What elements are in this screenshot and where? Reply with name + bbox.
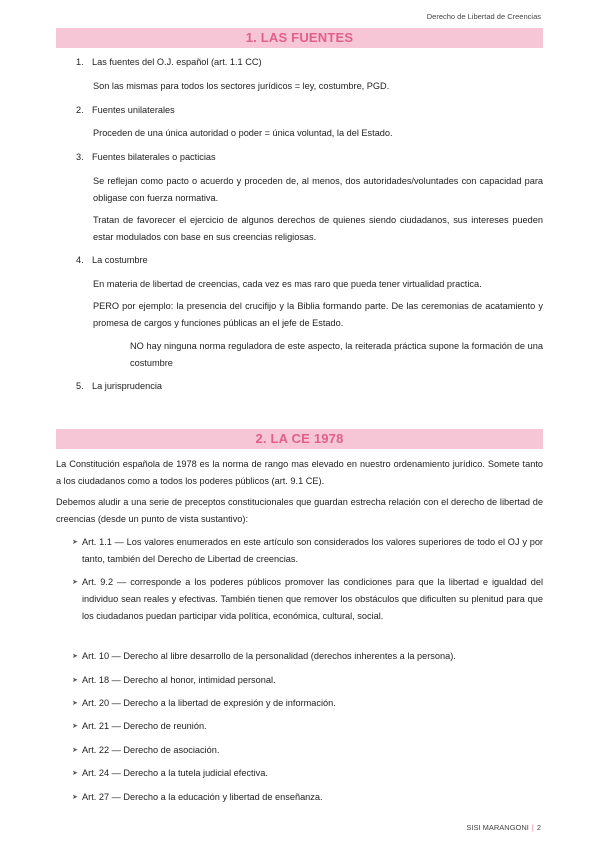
arrow-bullet-icon: ➤: [72, 723, 78, 730]
item-label: Fuentes bilaterales o pacticias: [92, 152, 216, 162]
bullet-text: Art. 22 — Derecho de asociación.: [82, 745, 220, 755]
item-number: 5.: [76, 381, 84, 391]
arrow-bullet-icon: ➤: [72, 700, 78, 707]
item-label: Fuentes unilaterales: [92, 105, 175, 115]
page-number: 2: [536, 823, 541, 832]
note-paragraph: NO hay ninguna norma reguladora de este aspecto, la reiterada práctica supone la formación de una costumbre: [130, 341, 543, 368]
item-number: 4.: [76, 255, 84, 265]
list-item: [76, 149, 216, 166]
bullet-item-art-18: [72, 672, 543, 689]
section-title: 2. LA CE 1978: [255, 431, 344, 446]
item-label: La jurisprudencia: [92, 381, 162, 391]
bullet-text: Art. 21 — Derecho de reunión.: [82, 721, 207, 731]
item-label: La costumbre: [92, 255, 148, 265]
paragraph: Se reflejan como pacto o acuerdo y proceden de, al menos, dos autoridades/voluntades con capacidad para obligase con fuerza normativa.: [93, 176, 543, 203]
arrow-bullet-icon: ➤: [72, 794, 78, 801]
paragraph: Proceden de una única autoridad o poder = única voluntad, la del Estado.: [93, 128, 393, 138]
intro-paragraph: Debemos aludir a una serie de preceptos constitucionales que guardan estrecha relación con el derecho de libertad de creencias (desde un punto de vista sustantivo):: [56, 497, 543, 524]
bullet-text: Art. 10 — Derecho al libre desarrollo de la personalidad (derechos inherentes a la persona).: [82, 651, 456, 661]
arrow-bullet-icon: ➤: [72, 677, 78, 684]
bullet-text: Art. 27 — Derecho a la educación y libertad de enseñanza.: [82, 792, 323, 802]
arrow-bullet-icon: ➤: [72, 539, 78, 546]
list-item: [76, 54, 262, 71]
list-item: [76, 102, 175, 119]
paragraph: En materia de libertad de creencias, cada vez es mas raro que pueda tener virtualidad practica.: [93, 279, 482, 289]
bullet-item-art-1-1: [72, 534, 543, 568]
arrow-bullet-icon: ➤: [72, 747, 78, 754]
bullet-text: Art. 18 — Derecho al honor, intimidad personal.: [82, 675, 276, 685]
bullet-text: Art. 1.1 — Los valores enumerados en este artículo son considerados los valores superiores de todo el OJ y por tanto, también del Derecho de Libertad de creencias.: [82, 537, 543, 564]
bullet-text: Art. 24 — Derecho a la tutela judicial efectiva.: [82, 768, 268, 778]
paragraph: Tratan de favorecer el ejercicio de algunos derechos de quienes siendo ciudadanos, sus intereses pueden estar modulados con base en sus creencias religiosas.: [93, 215, 543, 242]
bullet-item-art-21: [72, 718, 543, 735]
paragraph: Son las mismas para todos los sectores jurídicos = ley, costumbre, PGD.: [93, 81, 390, 91]
arrow-bullet-icon: ➤: [72, 653, 78, 660]
bullet-item-art-27: [72, 789, 543, 806]
list-item: [76, 252, 148, 269]
item-number: 3.: [76, 152, 84, 162]
footer-author: SISI MARANGONI: [466, 823, 529, 832]
arrow-bullet-icon: ➤: [72, 579, 78, 586]
item-number: 1.: [76, 57, 84, 67]
bullet-item-art-22: [72, 742, 543, 759]
bullet-text: Art. 20 — Derecho a la libertad de expresión y de información.: [82, 698, 336, 708]
footer-separator: |: [531, 823, 534, 832]
item-number: 2.: [76, 105, 84, 115]
bullet-text: Art. 9.2 — corresponde a los poderes públicos promover las condiciones para que la libertad e igualdad del individuo sean reales y efectivas. También tienen que remover los obstáculos que dificulten su plenitud para que los ciudadanos puedan participar vida política, económica, cultural, social.: [82, 577, 543, 621]
paragraph: PERO por ejemplo: la presencia del crucifijo y la Biblia formando parte. De las ceremonias de acatamiento y promesa de cargos y funciones públicas an el jefe de Estado.: [93, 301, 543, 328]
bullet-item-art-10: [72, 648, 543, 665]
section-heading-fuentes: [56, 28, 543, 48]
bullet-item-art-24: [72, 765, 543, 782]
bullet-item-art-20: [72, 695, 543, 712]
bullet-item-art-9-2: [72, 574, 543, 625]
section-title: 1. LAS FUENTES: [245, 30, 354, 45]
arrow-bullet-icon: ➤: [72, 770, 78, 777]
intro-paragraph: La Constitución española de 1978 es la norma de rango mas elevado en nuestro ordenamiento jurídico. Somete tanto a los ciudadanos como a todos los poderes públicos (art. 9.1 CE).: [56, 459, 543, 486]
item-label: Las fuentes del O.J. español (art. 1.1 CC): [92, 57, 262, 67]
page-footer: [466, 823, 541, 832]
section-heading-ce-1978: [56, 429, 543, 449]
running-header: Derecho de Libertad de Creencias: [426, 12, 541, 21]
list-item: [76, 378, 162, 395]
